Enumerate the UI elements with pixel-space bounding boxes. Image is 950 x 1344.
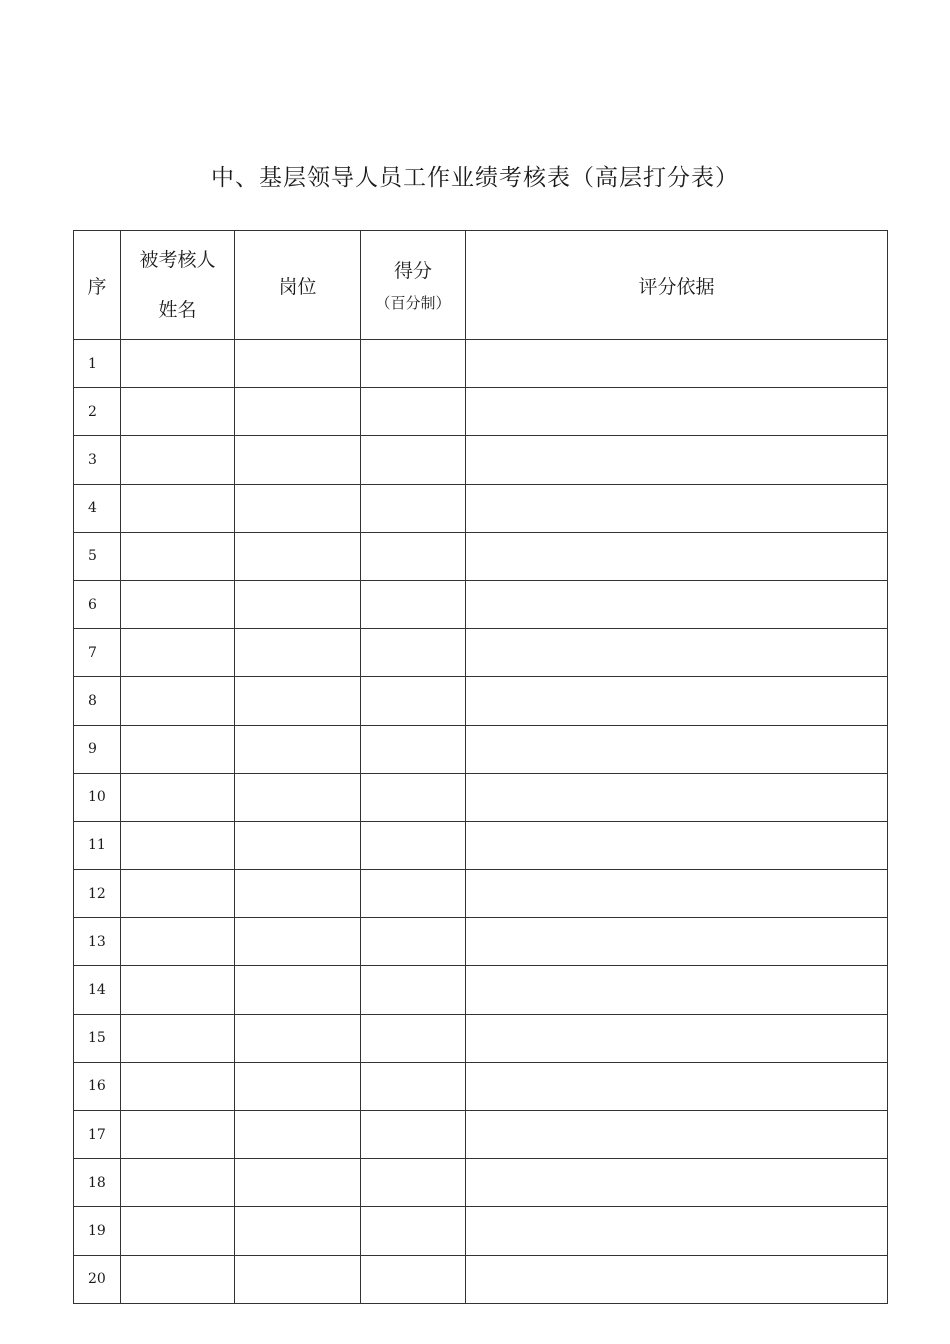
position-cell[interactable] xyxy=(235,580,361,628)
basis-cell[interactable] xyxy=(466,918,888,966)
name-cell[interactable] xyxy=(121,1111,235,1159)
position-cell[interactable] xyxy=(235,484,361,532)
name-cell[interactable] xyxy=(121,773,235,821)
name-cell[interactable] xyxy=(121,821,235,869)
score-cell[interactable] xyxy=(361,966,466,1014)
basis-cell[interactable] xyxy=(466,580,888,628)
page-title: 中、基层领导人员工作业绩考核表（高层打分表） xyxy=(211,165,739,191)
header-score xyxy=(361,231,466,340)
row-number: 4 xyxy=(74,484,121,532)
table-body xyxy=(74,340,888,1304)
score-cell[interactable] xyxy=(361,725,466,773)
score-cell[interactable] xyxy=(361,1111,466,1159)
name-cell[interactable] xyxy=(121,870,235,918)
table-row xyxy=(74,388,888,436)
table-row xyxy=(74,629,888,677)
position-cell[interactable] xyxy=(235,1062,361,1110)
score-cell[interactable] xyxy=(361,918,466,966)
row-number: 3 xyxy=(74,436,121,484)
basis-cell[interactable] xyxy=(466,1111,888,1159)
table-row xyxy=(74,484,888,532)
basis-cell[interactable] xyxy=(466,821,888,869)
name-cell[interactable] xyxy=(121,340,235,388)
basis-cell[interactable] xyxy=(466,532,888,580)
header-score-note: （百分制） xyxy=(375,294,451,312)
basis-cell[interactable] xyxy=(466,1159,888,1207)
position-cell[interactable] xyxy=(235,1014,361,1062)
table-row xyxy=(74,966,888,1014)
position-cell[interactable] xyxy=(235,388,361,436)
row-number: 7 xyxy=(74,629,121,677)
row-number: 13 xyxy=(74,918,121,966)
table-row xyxy=(74,1014,888,1062)
table-row xyxy=(74,340,888,388)
row-number: 18 xyxy=(74,1159,121,1207)
name-cell[interactable] xyxy=(121,1159,235,1207)
row-number: 11 xyxy=(74,821,121,869)
position-cell[interactable] xyxy=(235,340,361,388)
header-name-line1: 被考核人 xyxy=(139,249,216,271)
table-row xyxy=(74,1159,888,1207)
header-position-label: 岗位 xyxy=(278,275,317,298)
position-cell[interactable] xyxy=(235,725,361,773)
table-row xyxy=(74,1062,888,1110)
score-cell[interactable] xyxy=(361,388,466,436)
name-cell[interactable] xyxy=(121,580,235,628)
name-cell[interactable] xyxy=(121,1255,235,1303)
header-name-line2: 姓名 xyxy=(158,299,197,321)
table-row xyxy=(74,918,888,966)
table-row xyxy=(74,1207,888,1255)
row-number: 14 xyxy=(74,966,121,1014)
row-number: 10 xyxy=(74,773,121,821)
position-cell[interactable] xyxy=(235,1255,361,1303)
row-number: 9 xyxy=(74,725,121,773)
row-number: 19 xyxy=(74,1207,121,1255)
score-cell[interactable] xyxy=(361,340,466,388)
row-number: 2 xyxy=(74,388,121,436)
header-seq-label: 序 xyxy=(87,275,107,298)
name-cell[interactable] xyxy=(121,918,235,966)
name-cell[interactable] xyxy=(121,1062,235,1110)
score-cell[interactable] xyxy=(361,1014,466,1062)
row-number: 15 xyxy=(74,1014,121,1062)
row-number: 8 xyxy=(74,677,121,725)
basis-cell[interactable] xyxy=(466,1062,888,1110)
score-cell[interactable] xyxy=(361,436,466,484)
table-row xyxy=(74,1111,888,1159)
basis-cell[interactable] xyxy=(466,1014,888,1062)
position-cell[interactable] xyxy=(235,532,361,580)
basis-cell[interactable] xyxy=(466,677,888,725)
row-number: 6 xyxy=(74,580,121,628)
row-number: 16 xyxy=(74,1062,121,1110)
name-cell[interactable] xyxy=(121,629,235,677)
table-row xyxy=(74,725,888,773)
score-cell[interactable] xyxy=(361,773,466,821)
header-seq xyxy=(74,231,121,340)
position-cell[interactable] xyxy=(235,436,361,484)
position-cell[interactable] xyxy=(235,966,361,1014)
position-cell[interactable] xyxy=(235,870,361,918)
name-cell[interactable] xyxy=(121,1207,235,1255)
basis-cell[interactable] xyxy=(466,388,888,436)
table-row xyxy=(74,773,888,821)
table-row xyxy=(74,870,888,918)
score-cell[interactable] xyxy=(361,1159,466,1207)
score-cell[interactable] xyxy=(361,870,466,918)
position-cell[interactable] xyxy=(235,918,361,966)
position-cell[interactable] xyxy=(235,1111,361,1159)
header-basis-label: 评分依据 xyxy=(638,275,715,298)
name-cell[interactable] xyxy=(121,436,235,484)
name-cell[interactable] xyxy=(121,388,235,436)
name-cell[interactable] xyxy=(121,484,235,532)
position-cell[interactable] xyxy=(235,1207,361,1255)
score-cell[interactable] xyxy=(361,1255,466,1303)
basis-cell[interactable] xyxy=(466,725,888,773)
header-score-label: 得分 xyxy=(393,260,432,282)
row-number: 17 xyxy=(74,1111,121,1159)
row-number: 12 xyxy=(74,870,121,918)
name-cell[interactable] xyxy=(121,532,235,580)
row-number: 1 xyxy=(74,340,121,388)
basis-cell[interactable] xyxy=(466,340,888,388)
basis-cell[interactable] xyxy=(466,966,888,1014)
score-cell[interactable] xyxy=(361,580,466,628)
table-row xyxy=(74,677,888,725)
name-cell[interactable] xyxy=(121,677,235,725)
position-cell[interactable] xyxy=(235,1159,361,1207)
header-position xyxy=(235,231,361,340)
basis-cell[interactable] xyxy=(466,870,888,918)
row-number: 5 xyxy=(74,532,121,580)
basis-cell[interactable] xyxy=(466,436,888,484)
table-header-row xyxy=(74,231,888,340)
position-cell[interactable] xyxy=(235,629,361,677)
score-cell[interactable] xyxy=(361,821,466,869)
header-basis xyxy=(466,231,888,340)
basis-cell[interactable] xyxy=(466,773,888,821)
score-cell[interactable] xyxy=(361,484,466,532)
score-cell[interactable] xyxy=(361,677,466,725)
basis-cell[interactable] xyxy=(466,484,888,532)
basis-cell[interactable] xyxy=(466,1255,888,1303)
table-row xyxy=(74,1255,888,1303)
table-row xyxy=(74,532,888,580)
table-row xyxy=(74,580,888,628)
table-row xyxy=(74,821,888,869)
score-cell[interactable] xyxy=(361,1207,466,1255)
header-name xyxy=(121,231,235,340)
name-cell[interactable] xyxy=(121,1014,235,1062)
table-row xyxy=(74,436,888,484)
position-cell[interactable] xyxy=(235,821,361,869)
name-cell[interactable] xyxy=(121,725,235,773)
position-cell[interactable] xyxy=(235,773,361,821)
position-cell[interactable] xyxy=(235,677,361,725)
score-cell[interactable] xyxy=(361,1062,466,1110)
basis-cell[interactable] xyxy=(466,629,888,677)
score-cell[interactable] xyxy=(361,532,466,580)
row-number: 20 xyxy=(74,1255,121,1303)
basis-cell[interactable] xyxy=(466,1207,888,1255)
assessment-table xyxy=(73,230,888,1304)
name-cell[interactable] xyxy=(121,966,235,1014)
score-cell[interactable] xyxy=(361,629,466,677)
